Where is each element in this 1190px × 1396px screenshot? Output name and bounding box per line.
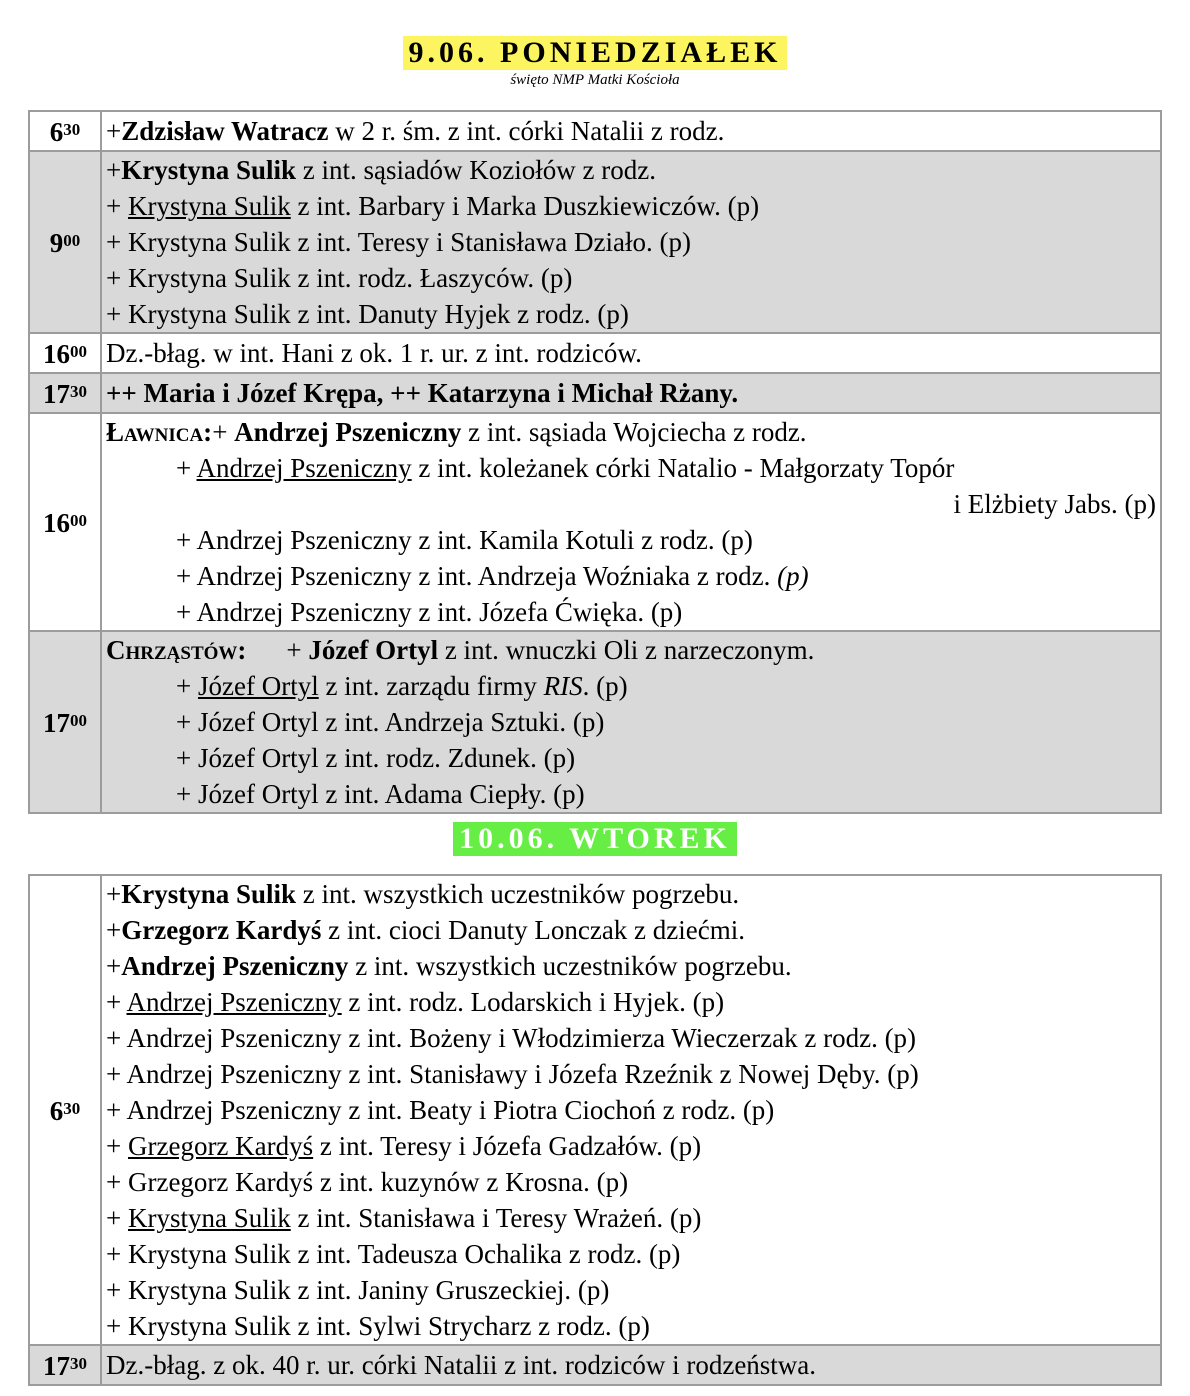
intention-line: +Andrzej Pszeniczny z int. wszystkich uczestników pogrzebu. [106,951,792,981]
intention-line: + Andrzej Pszeniczny z int. Stanisławy i Józefa Rzeźnik z Nowej Dęby. (p) [106,1059,919,1089]
mass-time: $17^{30}$ [29,373,101,413]
day-header-tuesday [0,822,1190,856]
intention-line: + Krystyna Sulik z int. Barbary i Marka Duszkiewiczów. (p) [106,191,760,221]
mass-intention [101,631,1161,813]
mass-intention [101,413,1161,631]
day-subtitle: święto NMP Matki Kościoła [510,72,680,88]
table-row [29,413,1161,631]
mass-schedule-monday [28,110,1162,814]
mass-intention [101,111,1161,151]
intention-line: + Krystyna Sulik z int. Danuty Hyjek z rodz. (p) [106,299,629,329]
table-row [29,875,1161,1345]
intention-line: Chrząstów: + Józef Ortyl z int. wnuczki Oli z narzeczonym. [106,635,815,665]
day-header-monday [0,36,1190,89]
intention-line: Dz.-błag. z ok. 40 r. ur. córki Natalii z int. rodziców i rodzeństwa. [106,1350,817,1380]
intention-line: + Krystyna Sulik z int. rodz. Łaszyców. (p) [106,263,573,293]
mass-intention [101,151,1161,333]
mass-time: $6^{30}$ [29,111,101,151]
intention-line: i Elżbiety Jabs. (p) [953,489,1156,519]
mass-time: $16^{00}$ [29,413,101,631]
mass-time: $6^{30}$ [29,875,101,1345]
place-label: Chrząstów: [106,635,247,665]
mass-time: $9^{00}$ [29,151,101,333]
intention-line: + Andrzej Pszeniczny z int. Kamila Kotuli z rodz. (p) [176,525,753,555]
intention-line: + Józef Ortyl z int. Andrzeja Sztuki. (p) [176,707,605,737]
mass-intention [101,875,1161,1345]
intention-line: + Józef Ortyl z int. rodz. Zdunek. (p) [176,743,576,773]
table-row [29,373,1161,413]
intention-line: + Andrzej Pszeniczny z int. koleżanek córki Natalio - Małgorzaty Topór [176,453,955,483]
day-title: 9.06. PONIEDZIAŁEK [403,36,788,70]
intention-line: +Krystyna Sulik z int. sąsiadów Koziołów z rodz. [106,155,656,185]
mass-intention [101,1345,1161,1385]
intention-line: Dz.-błag. w int. Hani z ok. 1 r. ur. z int. rodziców. [106,338,642,368]
intention-line: + Krystyna Sulik z int. Tadeusza Ochalika z rodz. (p) [106,1239,681,1269]
table-row [29,111,1161,151]
table-row [29,631,1161,813]
table-row [29,151,1161,333]
mass-time: $17^{00}$ [29,631,101,813]
intention-line: + Grzegorz Kardyś z int. kuzynów z Krosna. (p) [106,1167,629,1197]
mass-intention [101,373,1161,413]
mass-time: $16^{00}$ [29,333,101,373]
intention-line: + Krystyna Sulik z int. Janiny Gruszeckiej. (p) [106,1275,610,1305]
place-label: Ławnica: [106,417,213,447]
mass-intention [101,333,1161,373]
mass-time: $17^{30}$ [29,1345,101,1385]
intention-line: + Andrzej Pszeniczny z int. rodz. Lodarskich i Hyjek. (p) [106,987,725,1017]
intention-line: + Krystyna Sulik z int. Stanisława i Teresy Wrażeń. (p) [106,1203,702,1233]
intention-line: +Grzegorz Kardyś z int. cioci Danuty Lonczak z dziećmi. [106,915,745,945]
intention-line: + Józef Ortyl z int. Adama Ciepły. (p) [176,779,585,809]
intention-line: + Andrzej Pszeniczny z int. Andrzeja Woźniaka z rodz. (p) [176,561,809,591]
intention-line: +Krystyna Sulik z int. wszystkich uczestników pogrzebu. [106,879,740,909]
intention-line: + Andrzej Pszeniczny z int. Beaty i Piotra Ciochoń z rodz. (p) [106,1095,775,1125]
intention-line: ++ Maria i Józef Krępa, ++ Katarzyna i Michał Rżany. [106,378,739,408]
table-row [29,333,1161,373]
intention-line: Ławnica:+ Andrzej Pszeniczny z int. sąsiada Wojciecha z rodz. [106,417,807,447]
intention-line: + Andrzej Pszeniczny z int. Józefa Ćwięka. (p) [176,597,683,627]
intention-line: +Zdzisław Watracz w 2 r. śm. z int. córki Natalii z rodz. [106,116,725,146]
table-row [29,1345,1161,1385]
intention-line: + Krystyna Sulik z int. Sylwi Strycharz z rodz. (p) [106,1311,650,1341]
intention-line: + Grzegorz Kardyś z int. Teresy i Józefa Gadzałów. (p) [106,1131,702,1161]
intention-line: + Krystyna Sulik z int. Teresy i Stanisława Działo. (p) [106,227,691,257]
mass-schedule-tuesday [28,874,1162,1386]
intention-line: + Andrzej Pszeniczny z int. Bożeny i Włodzimierza Wieczerzak z rodz. (p) [106,1023,917,1053]
day-title: 10.06. WTOREK [453,822,737,856]
intention-line: + Józef Ortyl z int. zarządu firmy RIS. (p) [176,671,628,701]
